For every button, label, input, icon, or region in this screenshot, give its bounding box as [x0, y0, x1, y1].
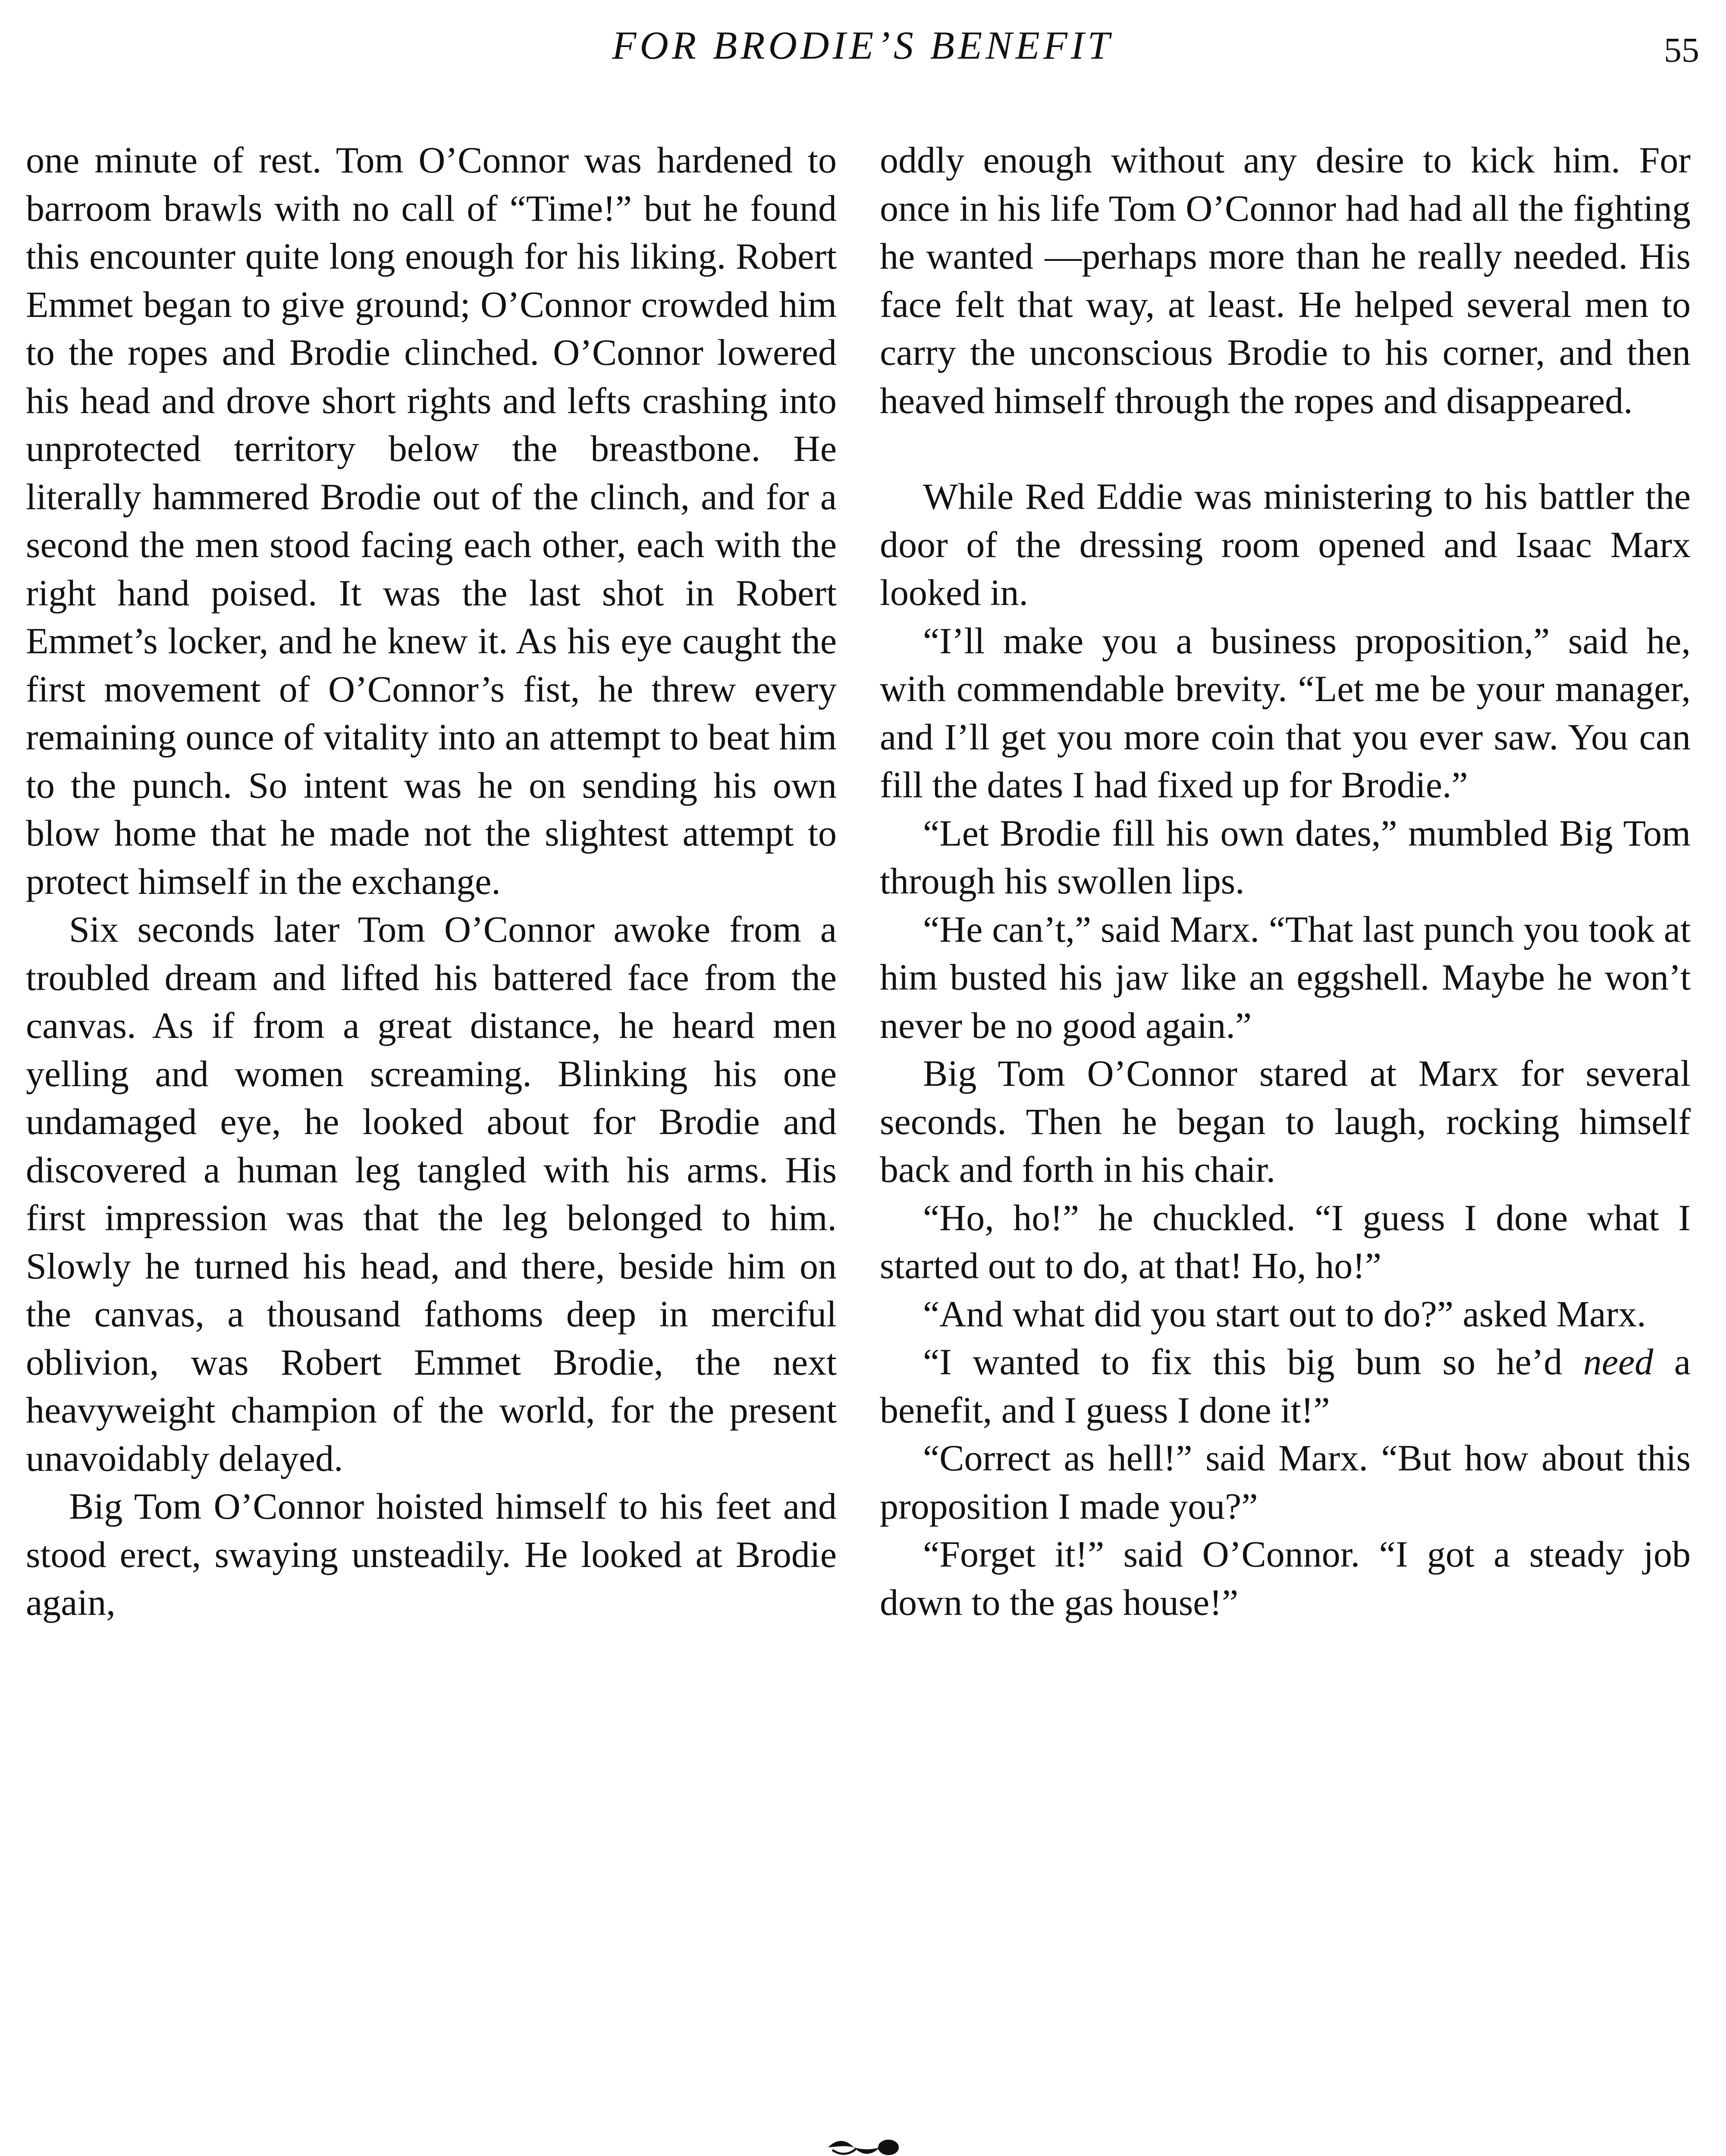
running-title: FOR BRODIE’S BENEFIT: [612, 23, 1113, 67]
right-column: [880, 136, 1691, 1626]
right-paragraph-5: “He can’t,” said Marx. “That last punch you took at him busted his jaw like an eggshell. Maybe he won’t never be no good again.”: [880, 908, 1691, 1046]
right-paragraph-1: oddly enough without any desire to kick him. For once in his life Tom O’Connor had had all the fighting he wanted —perhaps more than he really needed. His face felt that way, at least. He helped several men to carry the unconscious Brodie to his corner, and then heaved himself through the ropes and disappeared.: [880, 139, 1691, 421]
page-number: 55: [1664, 30, 1699, 69]
right-paragraph-4: “Let Brodie fill his own dates,” mumbled Big Tom through his swollen lips.: [880, 812, 1691, 902]
right-paragraph-8: “And what did you start out to do?” asked Marx.: [923, 1293, 1646, 1335]
right-paragraph-3: “I’ll make you a business proposition,” said he, with commendable brevity. “Let me be your manager, and I’ll get you more coin that you ever saw. You can fill the dates I had fixed up for Brodie.”: [880, 620, 1691, 805]
left-paragraph-1: one minute of rest. Tom O’Connor was hardened to barroom brawls with no call of “Time!” but he found this encounter quite long enough for his liking. Robert Emmet began to give ground; O’Connor crowded him to the ropes and Brodie clinched. O’Connor lowered his head and drove short rights and lefts crashing into unprotected territory below the breastbone. He literally hammered Brodie out of the clinch, and for a second the men stood facing each other, each with the right hand poised. It was the last shot in Robert Emmet’s locker, and he knew it. As his eye caught the first movement of O’Connor’s fist, he threw every remaining ounce of vitality into an attempt to beat him to the punch. So intent was he on sending his own blow home that he made not the slightest attempt to protect himself in the exchange.: [26, 139, 837, 902]
left-paragraph-3: Big Tom O’Connor hoisted himself to his feet and stood erect, swaying unsteadily. He looked at Brodie again,: [26, 1485, 837, 1623]
italic-need: need: [1583, 1341, 1654, 1382]
left-paragraph-2: Six seconds later Tom O’Connor awoke from a troubled dream and lifted his battered face from the canvas. As if from a great distance, he heard men yelling and women screaming. Blinking his one undamaged eye, he looked about for Brodie and discovered a human leg tangled with his arms. His first impression was that the leg belonged to him. Slowly he turned his head, and there, beside him on the canvas, a thousand fathoms deep in merciful oblivion, was Robert Emmet Brodie, the next heavyweight champion of the world, for the present unavoidably delayed.: [26, 909, 837, 1479]
right-paragraph-10: “Correct as hell!” said Marx. “But how about this proposition I made you?”: [880, 1437, 1691, 1527]
right-paragraph-9-end: a benefit, and I guess I done it!”: [880, 1341, 1691, 1431]
right-paragraph-9-start: “I wanted to fix this big bum so he’d: [923, 1341, 1563, 1382]
left-column: [26, 136, 837, 1627]
ornament-divider-icon: [819, 2134, 906, 2156]
right-paragraph-6: Big Tom O’Connor stared at Marx for several seconds. Then he began to laugh, rocking himself back and forth in his chair.: [880, 1053, 1691, 1190]
right-paragraph-11: “Forget it!” said O’Connor. “I got a steady job down to the gas house!”: [880, 1533, 1691, 1623]
right-paragraph-7: “Ho, ho!” he chuckled. “I guess I done what I started out to do, at that! Ho, ho!”: [880, 1197, 1691, 1286]
right-paragraph-2: While Red Eddie was ministering to his battler the door of the dressing room opened and Isaac Marx looked in.: [880, 476, 1691, 613]
right-paragraph-9: [880, 1338, 1691, 1434]
